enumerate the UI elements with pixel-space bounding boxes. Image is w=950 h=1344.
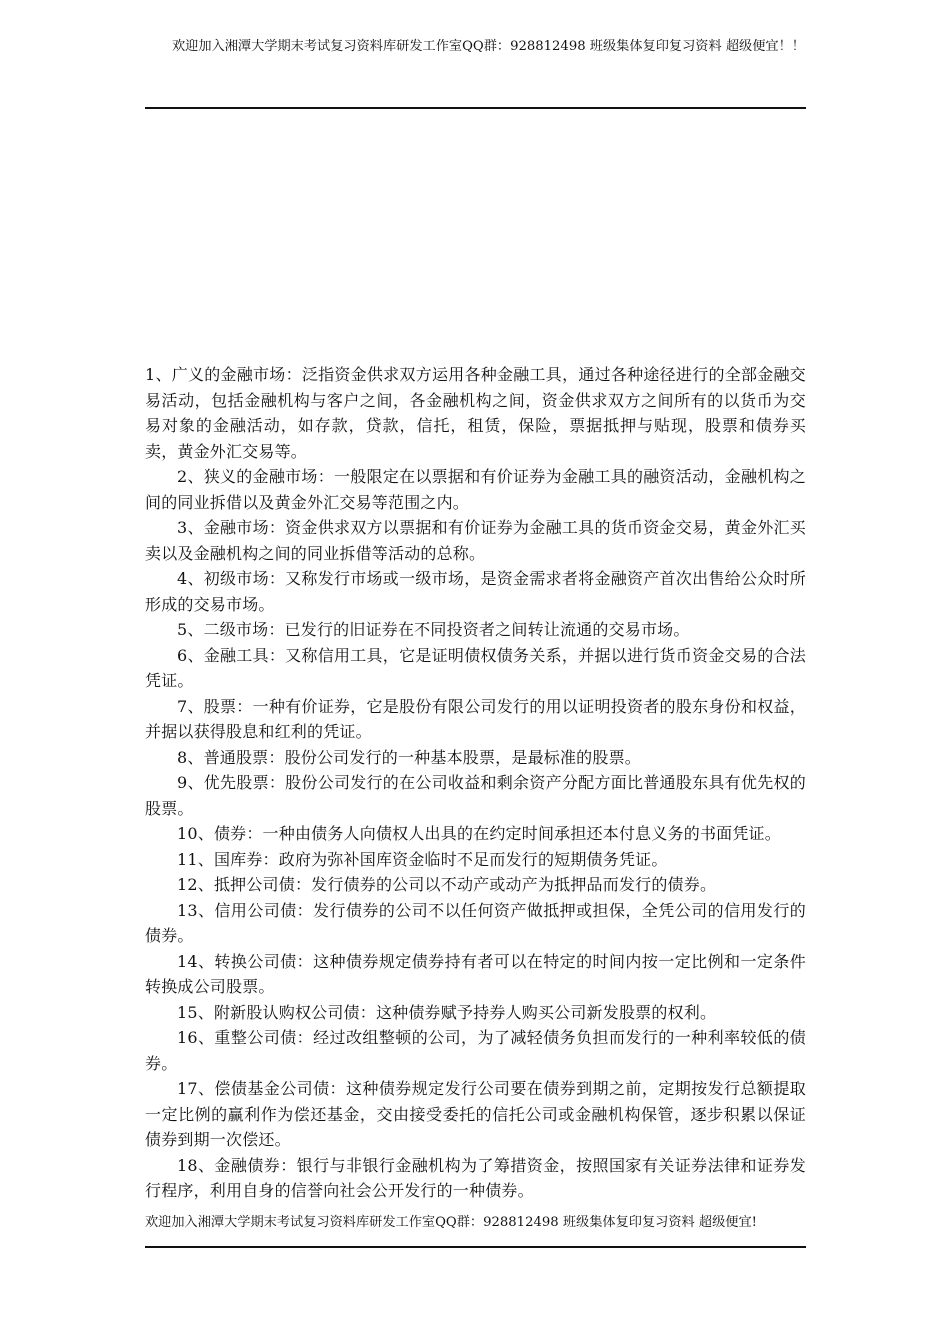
- document-body: [145, 362, 806, 1204]
- definition-paragraph: 5、二级市场：已发行的旧证券在不同投资者之间转让流通的交易市场。: [177, 620, 690, 639]
- definition-paragraph: 1、广义的金融市场：泛指资金供求双方运用各种金融工具，通过各种途径进行的全部金融交易活动，包括金融机构与客户之间，各金融机构之间，资金供求双方之间所有的以货币为交易对象的金融活动，如存款，贷款，信托，租赁，保险，票据抵押与贴现，股票和债券买卖，黄金外汇交易等。: [145, 365, 806, 461]
- footer-divider: [145, 1246, 806, 1248]
- definition-paragraph: 15、附新股认购权公司债：这种债券赋予持券人购买公司新发股票的权利。: [177, 1002, 717, 1022]
- header-divider: [145, 107, 806, 109]
- definition-paragraph: 9、优先股票：股份公司发行的在公司收益和剩余资产分配方面比普通股东具有优先权的股票。: [145, 773, 806, 818]
- definition-paragraph: 8、普通股票：股份公司发行的一种基本股票，是最标准的股票。: [177, 747, 641, 767]
- definition-paragraph: 11、国库券：政府为弥补国库资金临时不足而发行的短期债务凭证。: [177, 849, 668, 869]
- definition-paragraph: 12、抵押公司债：发行债券的公司以不动产或动产为抵押品而发行的债券。: [177, 875, 717, 894]
- definition-paragraph: 13、信用公司债：发行债券的公司不以任何资产做抵押或担保，全凭公司的信用发行的债券。: [145, 900, 806, 945]
- definition-paragraph: 2、狭义的金融市场：一般限定在以票据和有价证券为金融工具的融资活动，金融机构之间的同业拆借以及黄金外汇交易等范围之内。: [145, 467, 806, 512]
- definition-paragraph: 14、转换公司债：这种债券规定债券持有者可以在特定的时间内按一定比例和一定条件转换成公司股票。: [145, 951, 806, 996]
- definition-paragraph: 18、金融债券：银行与非银行金融机构为了筹措资金，按照国家有关证券法律和证券发行程序，利用自身的信誉向社会公开发行的一种债券。: [145, 1155, 806, 1200]
- definition-paragraph: 3、金融市场：资金供求双方以票据和有价证券为金融工具的货币资金交易，黄金外汇买卖以及金融机构之间的同业拆借等活动的总称。: [145, 518, 806, 563]
- definition-paragraph: 4、初级市场：又称发行市场或一级市场，是资金需求者将金融资产首次出售给公众时所形成的交易市场。: [145, 569, 806, 614]
- definition-paragraph: 16、重整公司债：经过改组整顿的公司，为了减轻债务负担而发行的一种利率较低的债券。: [145, 1028, 806, 1073]
- page-header: 欢迎加入湘潭大学期末考试复习资料库研发工作室QQ群：928812498 班级集体复印复习资料 超级便宜！！: [171, 39, 805, 54]
- definition-paragraph: 10、债券：一种由债务人向债权人出具的在约定时间承担还本付息义务的书面凭证。: [177, 824, 781, 843]
- page-footer: 欢迎加入湘潭大学期末考试复习资料库研发工作室QQ群：928812498 班级集体复印复习资料 超级便宜!: [145, 1215, 757, 1230]
- definition-paragraph: 7、股票：一种有价证券，它是股份有限公司发行的用以证明投资者的股东身份和权益，并据以获得股息和红利的凭证。: [145, 696, 806, 741]
- definition-paragraph: 6、金融工具：又称信用工具，它是证明债权债务关系，并据以进行货币资金交易的合法凭证。: [145, 645, 806, 690]
- definition-paragraph: 17、偿债基金公司债：这种债券规定发行公司要在债券到期之前，定期按发行总额提取一定比例的赢利作为偿还基金，交由接受委托的信托公司或金融机构保管，逐步积累以保证债券到期一次偿还。: [145, 1079, 806, 1149]
